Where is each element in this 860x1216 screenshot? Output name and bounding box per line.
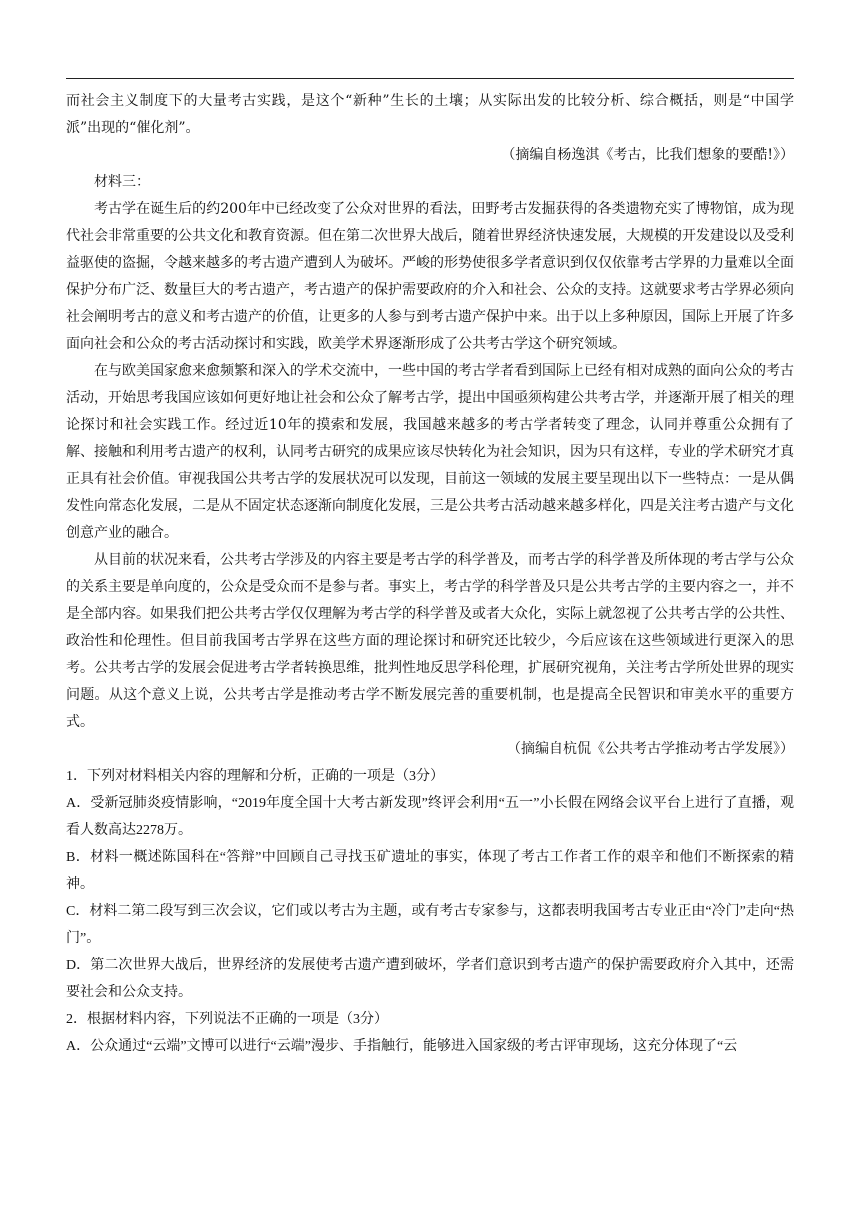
- question-1-option-d: D．第二次世界大战后，世界经济的发展使考古遗产遭到破坏，学者们意识到考古遗产的保护需要政府介入其中，还需要社会和公众支持。: [66, 958, 794, 1000]
- material2-tail-text: 而社会主义制度下的大量考古实践，是这个“新种”生长的土壤；从实际出发的比较分析、综合概括，则是“中国学派”出现的“催化剂”。: [66, 93, 794, 136]
- document-body: [66, 88, 794, 1060]
- material3-paragraph-1: 考古学在诞生后的约200年中已经改变了公众对世界的看法，田野考古发掘获得的各类遗物充实了博物馆，成为现代社会非常重要的公共文化和教育资源。但在第二次世界大战后，随着世界经济快速发展，大规模的开发建设以及受利益驱使的盗掘，令越来越多的考古遗产遭到人为破坏。严峻的形势使很多学者意识到仅仅依靠考古学界的力量难以全面保护分布广泛、数量巨大的考古遗产，考古遗产的保护需要政府的介入和社会、公众的支持。这就要求考古学界必须向社会阐明考古的意义和考古遗产的价值，让更多的人参与到考古遗产保护中来。出于以上多种原因，国际上开展了许多面向社会和公众的考古活动探讨和实践，欧美学术界逐渐形成了公共考古学这个研究领域。: [66, 201, 794, 352]
- header-rule: [66, 78, 794, 79]
- question-2-stem: 2．根据材料内容，下列说法不正确的一项是（3分）: [66, 1012, 388, 1027]
- material3-paragraph-2: 在与欧美国家愈来愈频繁和深入的学术交流中，一些中国的考古学者看到国际上已经有相对成熟的面向公众的考古活动，开始思考我国应该如何更好地让社会和公众了解考古学，提出中国亟须构建公共考古学，并逐渐开展了相关的理论探讨和社会实践工作。经过近10年的摸索和发展，我国越来越多的考古学者转变了理念，认同并尊重公众拥有了解、接触和利用考古遗产的权利，认同考古研究的成果应该尽快转化为社会知识，因为只有这样，专业的学术研究才真正具有社会价值。审视我国公共考古学的发展状况可以发现，目前这一领域的发展主要呈现出以下一些特点：一是从偶发性向常态化发展，二是从不固定状态逐渐向制度化发展，三是公共考古活动越来越多样化，四是关注考古遗产与文化创意产业的融合。: [66, 363, 794, 541]
- material3-source: （摘编自杭侃《公共考古学推动考古学发展》）: [507, 741, 794, 757]
- material3-heading: 材料三：: [94, 174, 150, 190]
- material3-paragraph-3: 从目前的状况来看，公共考古学涉及的内容主要是考古学的科学普及，而考古学的科学普及所体现的考古学与公众的关系主要是单向度的，公众是受众而不是参与者。事实上，考古学的科学普及只是公共考古学的主要内容之一，并不是全部内容。如果我们把公共考古学仅仅理解为考古学的科学普及或者大众化，实际上就忽视了公共考古学的公共性、政治性和伦理性。但目前我国考古学界在这些方面的理论探讨和研究还比较少，今后应该在这些领域进行更深入的思考。公共考古学的发展会促进考古学者转换思维，批判性地反思学科伦理，扩展研究视角，关注考古学所处世界的现实问题。从这个意义上说，公共考古学是推动考古学不断发展完善的重要机制，也是提高全民智识和审美水平的重要方式。: [66, 552, 794, 730]
- question-1-option-a: A．受新冠肺炎疫情影响，“2019年度全国十大考古新发现”终评会利用“五一”小长假在网络会议平台上进行了直播，观看人数高达2278万。: [66, 796, 794, 838]
- question-1-stem: 1．下列对材料相关内容的理解和分析，正确的一项是（3分）: [66, 769, 444, 784]
- question-1-option-b: B．材料一概述陈国科在“答辩”中回顾自己寻找玉矿遗址的事实，体现了考古工作者工作的艰辛和他们不断探索的精神。: [66, 850, 794, 892]
- question-2-option-a: A．公众通过“云端”文博可以进行“云端”漫步、手指触行，能够进入国家级的考古评审现场，这充分体现了“云: [66, 1039, 738, 1054]
- question-1-option-c: C．材料二第二段写到三次会议，它们或以考古为主题，或有考古专家参与，这都表明我国考古专业正由“冷门”走向“热门”。: [66, 904, 794, 946]
- material2-source: （摘编自杨逸淇《考古，比我们想象的要酷!》）: [501, 147, 794, 163]
